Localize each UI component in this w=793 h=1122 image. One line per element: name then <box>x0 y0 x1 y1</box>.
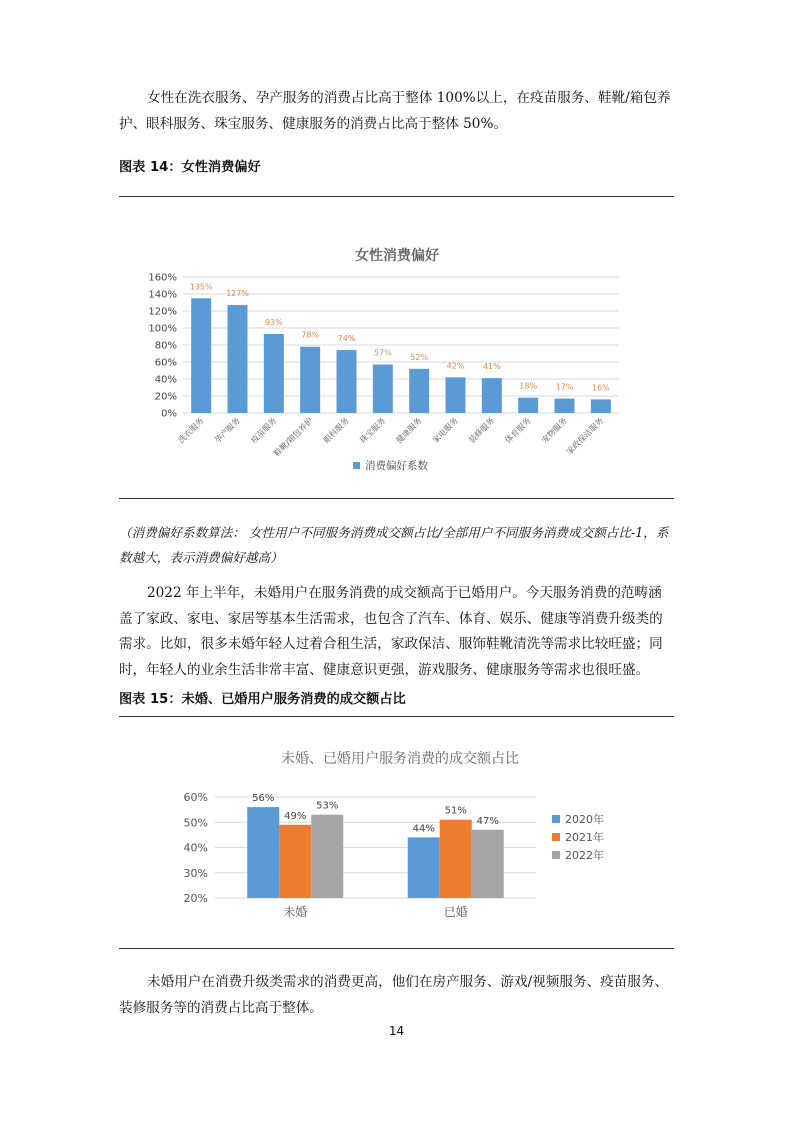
legend-label: 2021年 <box>565 831 604 844</box>
y-tick-label: 140% <box>148 289 177 301</box>
legend-label: 2020年 <box>565 813 604 826</box>
data-label: 47% <box>476 815 499 827</box>
data-label: 93% <box>264 317 283 327</box>
data-label: 53% <box>316 800 339 812</box>
y-tick-label: 20% <box>154 391 177 403</box>
y-tick-label: 80% <box>154 340 177 352</box>
y-tick-label: 60% <box>183 791 208 804</box>
paragraph-1: 女性在洗衣服务、孕产服务的消费占比高于整体 100%以上，在疫苗服务、鞋靴/箱包养护、眼科服务、珠宝服务、健康服务的消费占比高于整体 50%。 <box>119 90 671 132</box>
x-tick-label: 宠物服务 <box>539 416 569 446</box>
data-label: 17% <box>555 382 574 392</box>
bar <box>191 298 211 413</box>
bar <box>440 820 472 898</box>
rule-bottom-fig14 <box>119 498 674 499</box>
data-label: 42% <box>446 361 465 371</box>
data-label: 57% <box>373 348 392 358</box>
bar <box>591 399 611 413</box>
x-tick-label: 体育服务 <box>503 416 533 446</box>
legend-swatch <box>552 815 560 823</box>
chart-title: 未婚、已婚用户服务消费的成交额占比 <box>281 751 519 767</box>
data-label: 49% <box>284 810 307 822</box>
x-tick-label: 家政保洁服务 <box>564 416 606 457</box>
rule-top-fig14 <box>119 196 674 197</box>
y-tick-label: 60% <box>154 357 177 369</box>
bar <box>482 378 502 413</box>
coefficient-note: （消费偏好系数算法： 女性用户不同服务消费成交额占比/全部用户不同服务消费成交额占比-1，系数越大，表示消费偏好越高） <box>119 525 669 565</box>
bar <box>247 807 279 898</box>
x-tick-label: 未婚 <box>283 905 308 919</box>
y-tick-label: 0% <box>161 408 177 420</box>
x-tick-label: 已婚 <box>443 905 468 919</box>
marital-status-chart <box>119 740 674 930</box>
bar <box>373 365 393 413</box>
legend-label: 2022年 <box>565 849 604 862</box>
rule-top-fig15 <box>119 716 674 717</box>
legend-swatch <box>353 462 360 469</box>
figure-14-caption: 图表 14：女性消费偏好 <box>119 160 261 175</box>
x-tick-label: 家电服务 <box>430 416 460 446</box>
data-label: 74% <box>337 334 356 344</box>
data-label: 52% <box>410 352 429 362</box>
x-tick-label: 孕产服务 <box>212 416 242 446</box>
bar <box>311 815 343 898</box>
bar <box>228 305 248 413</box>
data-label: 41% <box>482 362 501 372</box>
bar <box>279 825 311 898</box>
y-tick-label: 50% <box>183 816 208 830</box>
paragraph-3: 未婚用户在消费升级类需求的消费更高，他们在房产服务、游戏/视频服务、疫苗服务、装修服务等的消费占比高于整体。 <box>119 974 669 1016</box>
y-tick-label: 40% <box>154 374 177 386</box>
chart-title: 女性消费偏好 <box>355 248 439 264</box>
rule-bottom-fig15 <box>119 948 674 949</box>
data-label: 16% <box>591 383 610 393</box>
bar <box>337 350 357 413</box>
data-label: 127% <box>226 289 249 299</box>
x-tick-label: 装修服务 <box>467 416 497 446</box>
legend-label: 消费偏好系数 <box>365 460 428 472</box>
x-tick-label: 疫苗服务 <box>249 416 279 446</box>
y-tick-label: 40% <box>183 841 208 855</box>
legend-swatch <box>552 851 560 859</box>
x-tick-label: 眼科服务 <box>321 416 351 446</box>
y-tick-label: 20% <box>183 892 208 905</box>
bar <box>408 837 440 898</box>
page-number: 14 <box>388 1024 405 1038</box>
bar <box>446 377 466 413</box>
x-tick-label: 洗衣服务 <box>176 416 206 446</box>
y-tick-label: 120% <box>148 306 177 318</box>
female-preference-chart <box>119 236 674 480</box>
bar <box>472 830 504 898</box>
y-tick-label: 30% <box>183 866 208 880</box>
figure-15-caption: 图表 15：未婚、已婚用户服务消费的成交额占比 <box>119 692 406 707</box>
data-label: 18% <box>519 381 538 391</box>
bar <box>300 347 320 413</box>
data-label: 78% <box>301 330 320 340</box>
paragraph-2: 2022 年上半年，未婚用户在服务消费的成交额高于已婚用户。今天服务消费的范畴涵盖了家政、家电、家居等基本生活需求，也包含了汽车、体育、娱乐、健康等消费升级类的需求。比如，很多未婚年轻人过着合租生活，家政保洁、服饰鞋靴清洗等需求比较旺盛；同时，年轻人的业余生活非常丰富、健康意识更强，游戏服务、健康服务等需求也很旺盛。 <box>119 585 663 678</box>
bar <box>518 398 538 413</box>
y-tick-label: 100% <box>148 323 177 335</box>
bar <box>264 334 284 413</box>
bar <box>409 369 429 413</box>
data-label: 51% <box>444 805 467 817</box>
x-tick-label: 鞋靴/箱包养护 <box>272 416 315 459</box>
data-label: 56% <box>252 793 275 805</box>
x-tick-label: 珠宝服务 <box>358 416 388 446</box>
bar <box>555 399 575 413</box>
data-label: 44% <box>412 823 435 835</box>
y-tick-label: 160% <box>148 272 177 284</box>
x-tick-label: 健康服务 <box>394 416 424 446</box>
legend-swatch <box>552 833 560 841</box>
data-label: 135% <box>189 282 213 292</box>
